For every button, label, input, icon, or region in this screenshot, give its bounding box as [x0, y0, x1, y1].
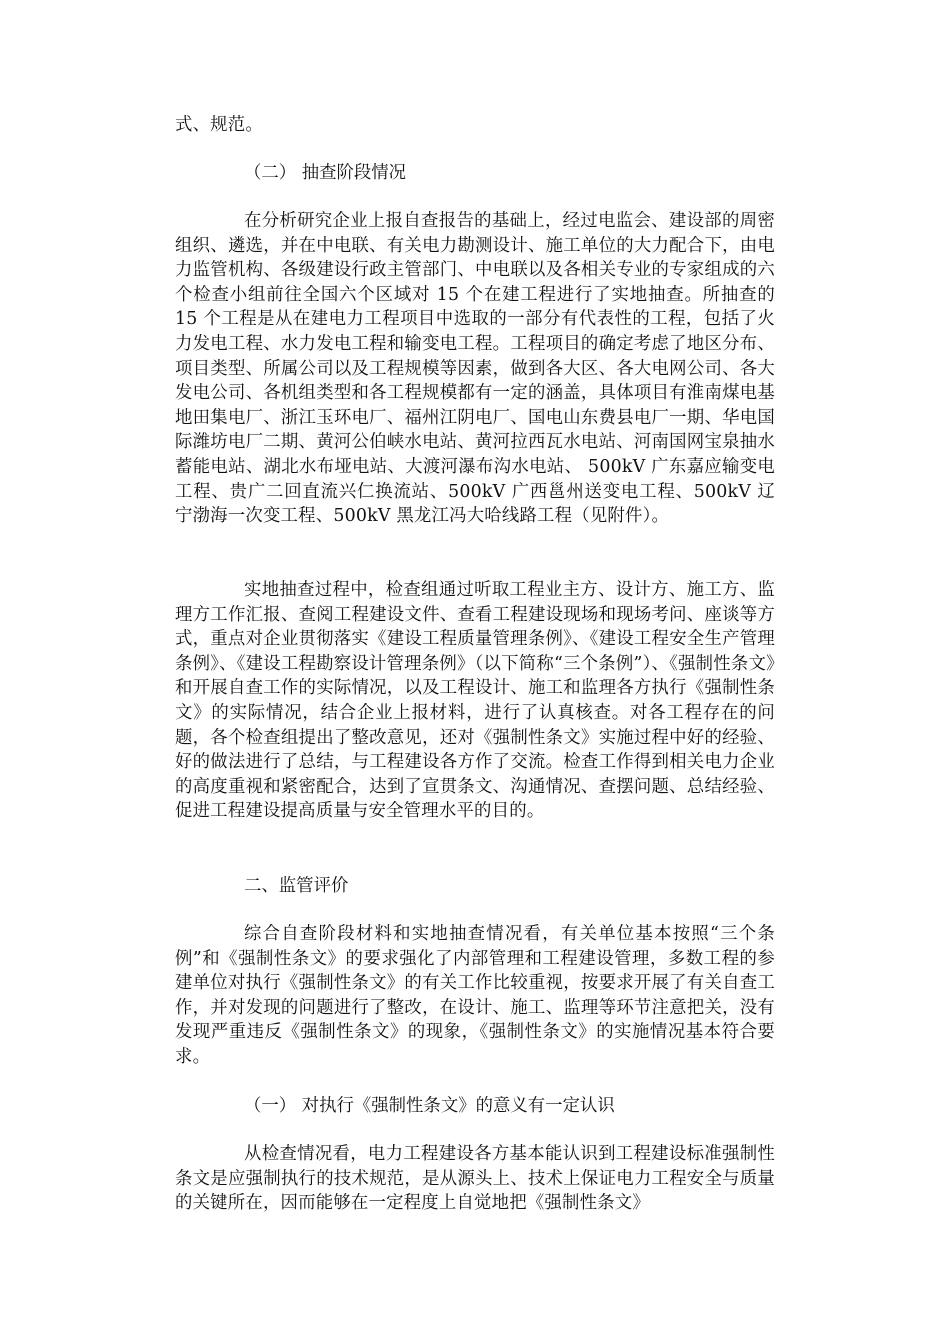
paragraph-evaluation-summary: 综合自查阶段材料和实地抽查情况看，有关单位基本按照“三个条例”和《强制性条文》的要求强化了内部管理和工程建设管理，多数工程的参建单位对执行《强制性条文》的有关工作比较重视，按要求开展了有关自查工作，并对发现的问题进行了整改，在设计、施工、监理等环节注意把关，没有发现严重违反《强制性条文》的现象，《强制性条文》的实施情况基本符合要求。 — [175, 924, 775, 1067]
paragraph-awareness: 从检查情况看，电力工程建设各方基本能认识到工程建设标准强制性条文是应强制执行的技术规范，是从源头上、技术上保证电力工程安全与质量的关键所在，因而能够在一定程度上自觉地把《强制性条文》 — [175, 1144, 775, 1214]
paragraph-sampling-process: 实地抽查过程中，检查组通过听取工程业主方、设计方、施工方、监理方工作汇报、查阅工程建设文件、查看工程建设现场和现场考问、座谈等方式，重点对企业贯彻落实《建设工程质量管理条例》、《建设工程安全生产管理条例》、《建设工程勘察设计管理条例》（以下简称“三个条例”）、《强制性条文》和开展自查工作的实际情况，以及工程设计、施工和监理各方执行《强制性条文》的实际情况，结合企业上报材料，进行了认真核查。对各工程存在的问题，各个检查组提出了整改意见，还对《强制性条文》实施过程中好的经验、好的做法进行了总结，与工程建设各方作了交流。检查工作得到相关电力企业的高度重视和紧密配合，达到了宣贯条文、沟通情况、查摆问题、总结经验、促进工程建设提高质量与安全管理水平的目的。 — [175, 580, 775, 822]
section-heading-regulatory-evaluation: 二、监管评价 — [244, 876, 349, 896]
section-heading-awareness: （一） 对执行《强制性条文》的意义有一定认识 — [244, 1096, 615, 1116]
section-heading-sampling-stage: （二） 抽查阶段情况 — [244, 163, 407, 183]
continuation-line: 式、规范。 — [175, 115, 263, 135]
paragraph-sampling-overview: 在分析研究企业上报自查报告的基础上，经过电监会、建设部的周密组织、遴选，并在中电联、有关电力勘测设计、施工单位的大力配合下，由电力监管机构、各级建设行政主管部门、中电联以及各相关专业的专家组成的六个检查小组前往全国六个区域对 15 个在建工程进行了实地抽查。所抽查的 15 个工程是从在建电力工程项目中选取的一部分有代表性的工程，包括了火力发电工程、水力发电工程和输变电工程。工程项目的确定考虑了地区分布、项目类型、所属公司以及工程规模等因素，做到各大区、各大电网公司、各大发电公司、各机组类型和各工程规模都有一定的涵盖，具体项目有淮南煤电基地田集电厂、浙江玉环电厂、福州江阴电厂、国电山东费县电厂一期、华电国际潍坊电厂二期、黄河公伯峡水电站、黄河拉西瓦水电站、河南国网宝泉抽水蓄能电站、湖北水布垭电站、大渡河瀑布沟水电站、 500kV 广东嘉应输变电工程、贵广二回直流兴仁换流站、500kV 广西邕州送变电工程、500kV 辽宁渤海一次变工程、500kV 黑龙江冯大哈线路工程（见附件）。 — [175, 211, 775, 527]
